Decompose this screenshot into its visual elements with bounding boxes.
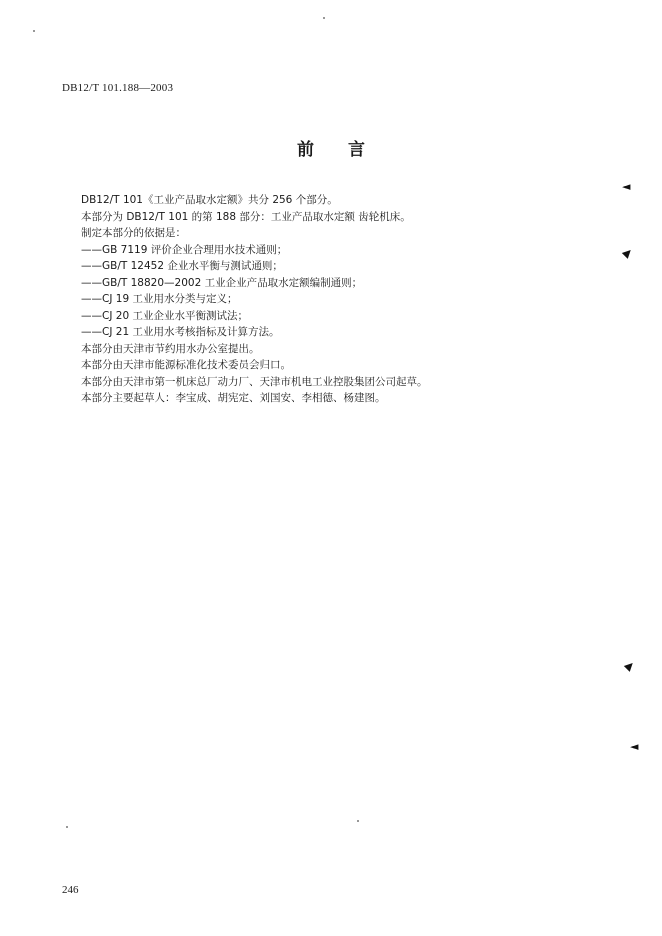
scan-speck <box>66 826 68 828</box>
scan-speck <box>33 30 35 32</box>
foreword-line: 本部分主要起草人：李宝成、胡宪定、刘国安、李相德、杨建图。 <box>81 392 386 404</box>
reference-item: ——CJ 19 工业用水分类与定义； <box>81 293 238 305</box>
foreword-line: DB12/T 101《工业产品取水定额》共分 256 个部分。 <box>81 194 338 206</box>
foreword-line: 制定本部分的依据是： <box>81 227 186 239</box>
reference-item: ——GB/T 18820—2002 工业企业产品取水定额编制通则； <box>81 276 363 289</box>
foreword-line: 本部分为 DB12/T 101 的第 188 部分：工业产品取水定额 齿轮机床。 <box>81 210 411 223</box>
scan-mark-arrow-icon: ▲ <box>622 657 638 674</box>
foreword-line: 本部分由天津市能源标准化技术委员会归口。 <box>81 359 291 371</box>
reference-item: ——GB 7119 评价企业合理用水技术通则； <box>81 243 288 256</box>
scan-mark-arrow-icon: ◄ <box>630 740 639 753</box>
foreword-line: 本部分由天津市第一机床总厂动力厂、天津市机电工业控股集团公司起草。 <box>81 375 428 388</box>
scan-mark-arrow-icon: ▲ <box>620 244 636 261</box>
page-title: 前言 <box>297 140 399 160</box>
foreword-body <box>81 192 601 407</box>
reference-item: ——CJ 20 工业企业水平衡测试法； <box>81 309 248 322</box>
page-number: 246 <box>62 884 79 896</box>
reference-item: ——CJ 21 工业用水考核指标及计算方法。 <box>81 326 280 338</box>
scan-mark-arrow-icon: ◄ <box>622 180 631 193</box>
foreword-line: 本部分由天津市节约用水办公室提出。 <box>81 342 260 355</box>
reference-item: ——GB/T 12452 企业水平衡与测试通则； <box>81 260 283 272</box>
scan-speck <box>357 820 359 822</box>
standard-code-header: DB12/T 101.188—2003 <box>62 82 174 94</box>
scan-speck <box>323 17 325 19</box>
